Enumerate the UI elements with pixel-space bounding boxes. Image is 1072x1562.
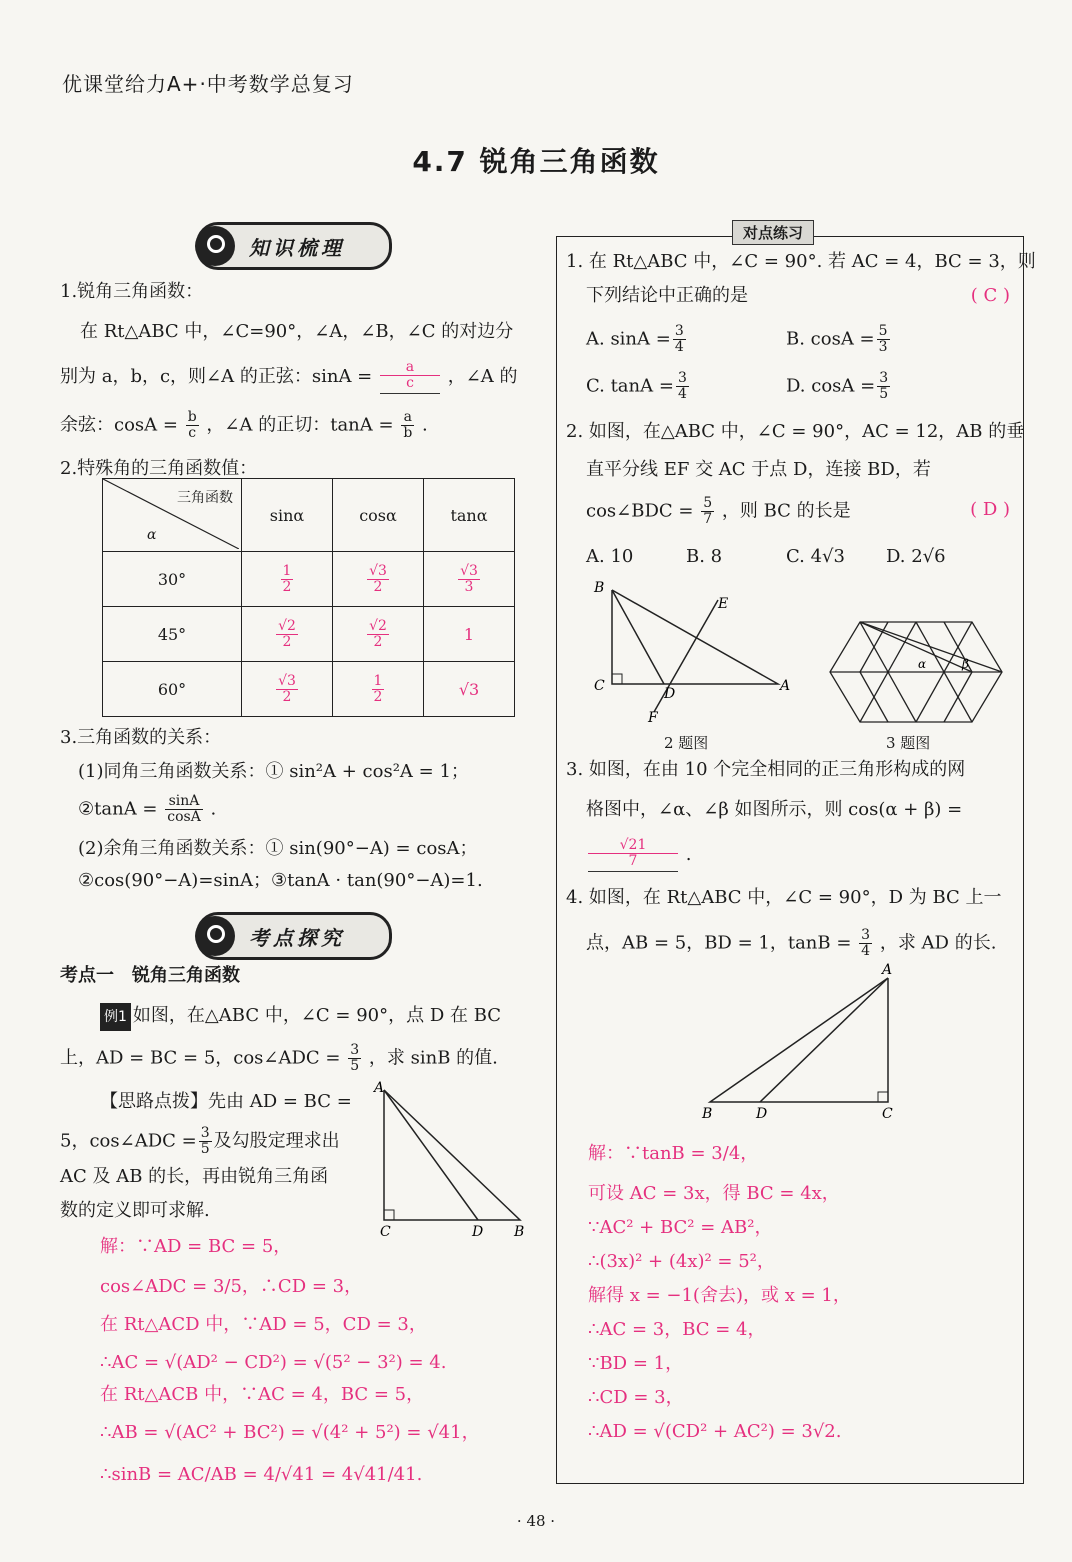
example-line1: 例1 如图，在△ABC 中，∠C = 90°，点 D 在 BC — [60, 1002, 540, 1031]
header-tan: tanα — [424, 479, 515, 552]
figure-q3 — [826, 618, 1006, 728]
svg-text:A: A — [374, 1080, 385, 1096]
svg-text:C: C — [380, 1224, 391, 1240]
q2-line1: 2. 如图，在△ABC 中，∠C = 90°，AC = 12，AB 的垂 — [566, 421, 1025, 442]
q3-line2: 格图中，∠α、∠β 如图所示，则 cos(α + β) = — [586, 799, 963, 820]
angle-30: 30° — [103, 552, 242, 607]
practice-content-2 — [566, 756, 1016, 959]
svg-text:D: D — [472, 1224, 484, 1240]
svg-text:D: D — [756, 1106, 768, 1122]
practice-content — [566, 248, 1036, 571]
location-pin-icon — [195, 226, 235, 266]
example-figure — [360, 1080, 540, 1240]
svg-text:C: C — [882, 1106, 893, 1122]
svg-text:β: β — [962, 657, 969, 671]
q1-line1: 1. 在 Rt△ABC 中，∠C = 90°. 若 AC = 4，BC = 3，则 — [566, 251, 1036, 272]
angle-60: 60° — [103, 662, 242, 717]
q2-line2: 直平分线 EF 交 AC 于点 D，连接 BD，若 — [586, 459, 931, 480]
q4-line1: 4. 如图，在 Rt△ABC 中，∠C = 90°，D 为 BC 上一 — [566, 887, 1002, 908]
p3-title: 3.三角函数的关系： — [60, 727, 222, 748]
p1-line1: 在 Rt△ABC 中，∠C=90°，∠A，∠B，∠C 的对边分 — [80, 321, 514, 342]
figure-q4 — [700, 962, 910, 1126]
knowledge-section — [60, 278, 530, 483]
running-header: 优课堂给力A+·中考数学总复习 — [62, 72, 354, 96]
p3-line2: ②tanA = $\frac{\sin A}{\cos A}$ . — [78, 793, 217, 825]
example-line2: 上，AD = BC = 5，cos∠ADC = $\frac{3}{5}$ ，求 sinB 的值. — [60, 1042, 498, 1074]
page-number: · 48 · — [516, 1512, 556, 1530]
example-tag: 例1 — [100, 1003, 131, 1031]
q2-options: A. 10 B. 8 C. 4√3 D. 2√6 — [586, 546, 946, 567]
svg-text:D: D — [664, 686, 676, 702]
special-angle-table: 三角函数 α sinα cosα tanα 30° $\frac{1}{2}$ $\frac{√3}{2}$ $\frac{√3}{3}$ 45° $\frac{√2}{2}$ $\frac{√2}{2}$ 1 60° $\frac{√3}{2}$ $\frac{1}{2}$ √3 — [102, 478, 515, 717]
svg-text:E: E — [718, 596, 729, 612]
svg-text:α: α — [918, 657, 927, 671]
q3-line1: 3. 如图，在由 10 个完全相同的正三角形构成的网 — [566, 759, 966, 780]
magnifier-icon — [195, 916, 235, 956]
tan-fraction: $\frac{a}{b}$ — [403, 409, 413, 441]
p1-line2: 别为 a，b，c，则∠A 的正弦：sinA = $\frac{a}{c}$ ，∠A 的 — [60, 360, 530, 394]
q1-answer: ( C ) — [970, 285, 1010, 306]
q2-answer: ( D ) — [970, 499, 1010, 520]
fig2-caption: 2 题图 — [664, 734, 709, 752]
p3-line1: (1)同角三角函数关系：① sin²A + cos²A = 1； — [78, 761, 469, 782]
knowledge-badge — [196, 222, 392, 270]
svg-text:B: B — [514, 1224, 525, 1240]
angle-45: 45° — [103, 607, 242, 662]
hint-block: 【思路点拨】先由 AD = BC = 5，cos∠ADC = $\frac{3}{5}$ 及勾股定理求出 AC 及 AB 的长，再由锐角三角函 数的定义即可求解. — [60, 1091, 352, 1221]
svg-text:B: B — [594, 580, 605, 596]
explore-badge-label: 考点探究 — [249, 925, 345, 950]
svg-text:F: F — [648, 710, 658, 726]
svg-text:B: B — [702, 1106, 713, 1122]
page-title: 4.7 锐角三角函数 — [412, 145, 660, 178]
p3-line4: ②cos(90°−A)=sinA；③tanA · tan(90°−A)=1. — [78, 870, 483, 891]
svg-text:A: A — [882, 962, 893, 978]
practice-tag: 对点练习 — [732, 220, 814, 245]
example-solution: 解：∵AD = BC = 5， cos∠ADC = 3/5，∴CD = 3， 在 Rt△ACD 中，∵AD = 5，CD = 3， ∴AC = √(AD² − CD²) = √(5² − 3²) = 4. 在 Rt△ACB 中，∵AC = 4，BC = 5， ∴AB = √(AC² + BC²) = √(4² + 5²) = √41， ∴sinB = AC/AB = 4/√41 = 4√41/41. — [100, 1236, 480, 1485]
q4-line2: 点，AB = 5，BD = 1，tanB = $\frac{3}{4}$ ，求 AD 的长. — [586, 927, 997, 959]
q4-solution: 解：∵tanB = 3/4， 可设 AC = 3x，得 BC = 4x， ∵AC² + BC² = AB²， ∴(3x)² + (4x)² = 5²， 解得 x = −1(舍去)，或 x = 1， ∴AC = 3，BC = 4， ∵BD = 1， ∴CD = 3， ∴AD = √(CD² + AC²) = 3√2. — [588, 1143, 851, 1442]
p1-line3: 余弦：cosA = $\frac{b}{c}$ ，∠A 的正切：tanA = $\frac{a}{b}$ . — [60, 409, 428, 441]
section-heading: 考点一 锐角三角函数 — [60, 965, 240, 986]
q2-line3: cos∠BDC = $\frac{5}{7}$ ，则 BC 的长是 ( D ) — [586, 495, 1010, 527]
svg-text:C: C — [594, 678, 605, 694]
q1-line2: 下列结论中正确的是 ( C ) — [566, 282, 1016, 310]
svg-text:A: A — [780, 678, 791, 694]
figure-q2 — [588, 580, 798, 740]
relations-section — [60, 724, 540, 895]
header-cos: cosα — [333, 479, 424, 552]
explore-badge — [196, 912, 392, 960]
header-sin: sinα — [242, 479, 333, 552]
sin-answer: $\frac{a}{c}$ — [380, 360, 440, 394]
q3-answer-line: $\frac{√21}{7}$ . — [566, 838, 1016, 872]
p3-line3: (2)余角三角函数关系：① sin(90°−A) = cosA； — [78, 838, 478, 859]
q3-answer: $\frac{√21}{7}$ — [588, 838, 678, 872]
knowledge-badge-label: 知识梳理 — [249, 235, 345, 260]
cos-fraction: $\frac{b}{c}$ — [187, 409, 197, 441]
table-corner: 三角函数 α — [103, 479, 242, 552]
q1-options: A. sinA = $\frac{3}{4}$ B. cosA = $\frac{5}{3}$ C. tanA = $\frac{3}{4}$ D. cosA = $\frac{3}{5}$ — [586, 323, 889, 402]
p1-title: 1.锐角三角函数： — [60, 281, 204, 302]
p2-title: 2.特殊角的三角函数值： — [60, 458, 258, 479]
fig3-caption: 3 题图 — [886, 734, 931, 752]
